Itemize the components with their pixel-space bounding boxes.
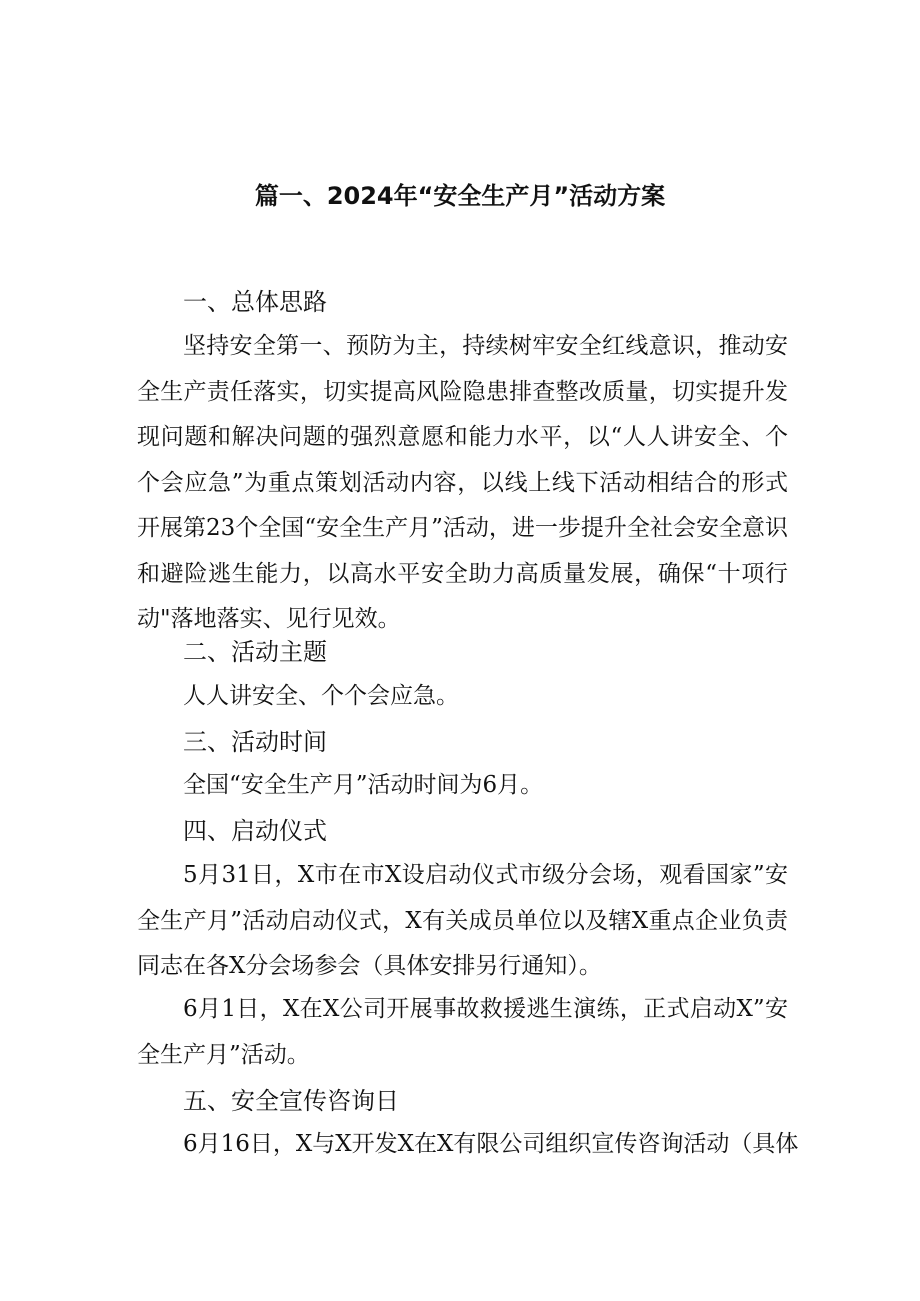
section-paragraph: 全国“安全生产月”活动时间为6月。 [183,772,544,798]
document-title: 篇一、2024年“安全生产月”活动方案 [254,182,666,210]
section-paragraph: 6月1日，X在X公司开展事故救援逃生演练，正式启动X”安全生产月”活动。 [137,996,788,1068]
section-heading-overall-approach: 一、总体思路 [183,288,327,316]
section-heading-launch-ceremony: 四、启动仪式 [183,817,327,845]
section-paragraph: 5月31日，X市在市X设启动仪式市级分会场，观看国家”安全生产月”活动启动仪式，X有关成员单位以及辖X重点企业负责同志在各X分会场参会（具体安排另行通知）。 [137,862,788,979]
section-paragraph: 6月16日，X与X开发X在X有限公司组织宣传咨询活动（具体 [183,1131,799,1157]
section-heading-theme: 二、活动主题 [183,638,327,666]
section-paragraph: 坚持安全第一、预防为主，持续树牢安全红线意识，推动安全生产责任落实，切实提高风险隐患排查整改质量，切实提升发现问题和解决问题的强烈意愿和能力水平，以“人人讲安全、个个会应急”为重点策划活动内容，以线上线下活动相结合的形式开展第23个全国“安全生产月”活动，进一步提升全社会安全意识和避险逃生能力，以高水平安全助力高质量发展，确保“十项行动"落地落实、见行见效。 [137,333,788,632]
section-heading-time: 三、活动时间 [183,728,327,756]
section-paragraph: 人人讲安全、个个会应急。 [183,683,459,709]
section-heading-consultation-day: 五、安全宣传咨询日 [183,1087,399,1115]
